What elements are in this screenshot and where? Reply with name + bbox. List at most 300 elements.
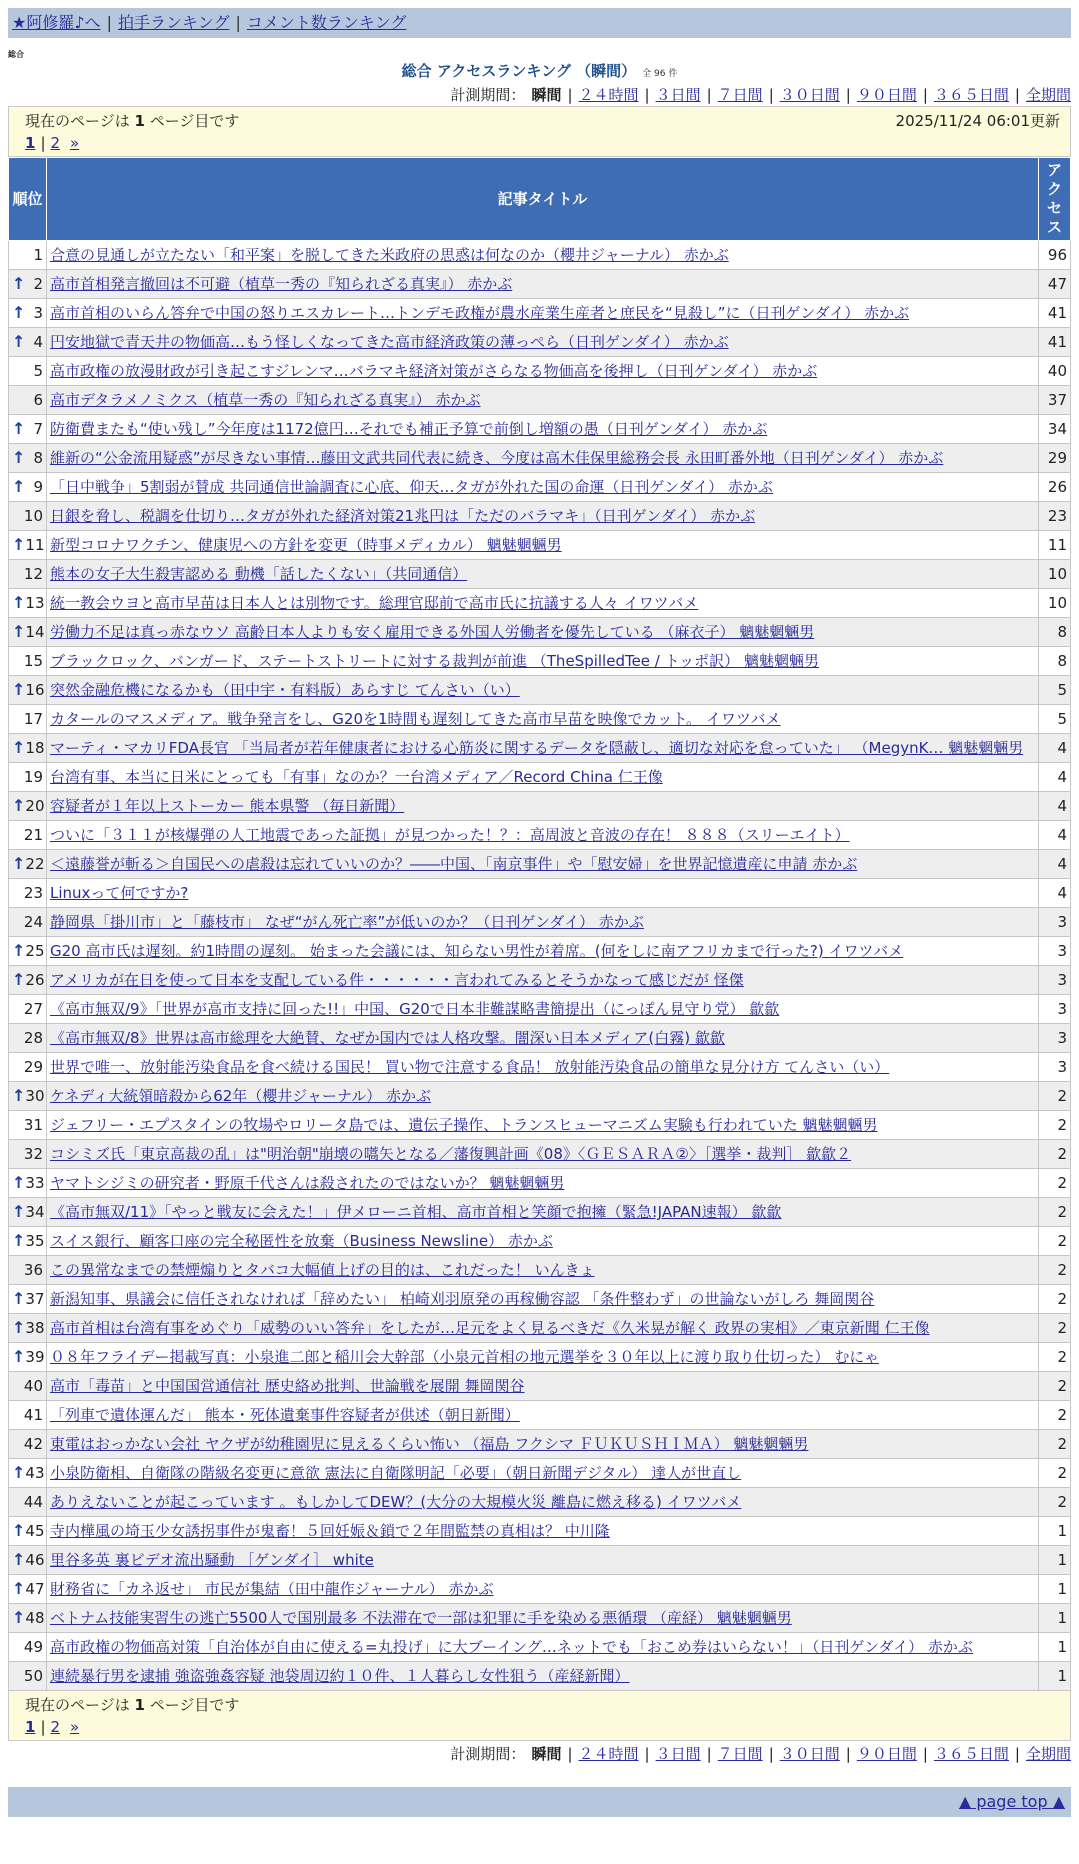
article-link[interactable]: ありえないことが起こっています 。もしかしてDEW？(大分の大規模火災 離島に燃え移る) イワツバメ	[50, 1493, 742, 1511]
access-count: 23	[1039, 502, 1071, 531]
period-separator: |	[567, 86, 573, 104]
access-count: 5	[1039, 705, 1071, 734]
title-cell	[47, 1111, 1039, 1140]
rank-number: 2	[33, 275, 43, 293]
col-rank-header: 順位	[9, 158, 47, 241]
period-link[interactable]: ７日間	[717, 86, 763, 104]
page-link-current[interactable]: 1	[25, 1718, 36, 1736]
table-row	[9, 473, 1071, 502]
title-cell	[47, 1488, 1039, 1517]
rank-number: 14	[25, 623, 45, 641]
rank-number: 34	[25, 1203, 45, 1221]
access-count: 4	[1039, 821, 1071, 850]
table-row	[9, 1517, 1071, 1546]
article-link[interactable]: 高市首相発言撤回は不可避（植草一秀の『知られざる真実』） 赤かぶ	[50, 275, 513, 293]
title-cell	[47, 1575, 1039, 1604]
rank-number: 30	[25, 1087, 45, 1105]
period-link[interactable]: ３０日間	[779, 86, 840, 104]
article-link[interactable]: この異常なまでの禁煙煽りとタバコ大幅値上げの目的は、これだった！ いんきょ	[50, 1261, 595, 1279]
rank-number: 28	[23, 1029, 43, 1047]
rank-number: 9	[33, 478, 43, 496]
rank-cell	[9, 1372, 47, 1401]
rank-up-arrow-icon: ↑	[12, 1086, 26, 1105]
rank-up-arrow-icon: ↑	[12, 419, 26, 438]
access-count: 3	[1039, 908, 1071, 937]
rank-number: 47	[25, 1580, 45, 1598]
nav-separator: |	[106, 13, 112, 32]
period-link[interactable]: 全期間	[1025, 1745, 1071, 1763]
title-cell	[47, 763, 1039, 792]
access-count: 2	[1039, 1343, 1071, 1372]
col-title-header: 記事タイトル	[47, 158, 1039, 241]
article-link[interactable]: 《高市無双/11》「やっと戦友に会えた！」伊メローニ首相、高市首相と笑顔で抱擁（緊急!JAPAN速報） 歙歙	[50, 1203, 782, 1221]
page-status-pre: 現在のページは	[25, 1696, 130, 1714]
table-row	[9, 299, 1071, 328]
col-access-header: アクセス	[1039, 158, 1071, 241]
article-link[interactable]: 財務省に「カネ返せ」 市民が集結（田中龍作ジャーナル） 赤かぶ	[50, 1580, 494, 1598]
title-cell	[47, 473, 1039, 502]
table-row	[9, 1256, 1071, 1285]
article-link[interactable]: 円安地獄で青天井の物価高…もう怪しくなってきた高市経済政策の薄っぺら（日刊ゲンダイ） 赤かぶ	[50, 333, 729, 351]
access-count: 4	[1039, 850, 1071, 879]
title-cell	[47, 1227, 1039, 1256]
rank-up-arrow-icon: ↑	[12, 941, 26, 960]
rank-number: 48	[25, 1609, 45, 1627]
rank-number: 46	[25, 1551, 45, 1569]
access-count: 2	[1039, 1430, 1071, 1459]
article-link[interactable]: 連続暴行男を逮捕 強盗強姦容疑 池袋周辺約１０件、１人暮らし女性狙う（産経新聞）	[50, 1667, 630, 1685]
access-count: 2	[1039, 1227, 1071, 1256]
rank-number: 25	[25, 942, 45, 960]
article-link[interactable]: 高市政権の放漫財政が引き起こすジレンマ…バラマキ経済対策がさらなる物価高を後押し（日刊ゲンダイ） 赤かぶ	[50, 362, 818, 380]
rank-number: 4	[33, 333, 43, 351]
rank-cell	[9, 850, 47, 879]
rank-number: 11	[25, 536, 45, 554]
period-link[interactable]: ３日間	[655, 1745, 701, 1763]
access-count: 1	[1039, 1662, 1071, 1691]
access-count: 41	[1039, 299, 1071, 328]
table-row	[9, 1024, 1071, 1053]
footer-bar	[8, 1787, 1071, 1817]
article-link[interactable]: Linuxって何ですか?	[50, 884, 189, 902]
table-header-row	[9, 158, 1071, 241]
access-count: 3	[1039, 1024, 1071, 1053]
page-status-post: ページ目です	[149, 1696, 240, 1714]
access-count: 2	[1039, 1372, 1071, 1401]
rank-cell	[9, 1343, 47, 1372]
updated-time: 2025/11/24 06:01更新	[895, 112, 1060, 130]
article-link[interactable]: 労働力不足は真っ赤なウソ 高齢日本人よりも安く雇用できる外国人労働者を優先している （麻衣子） 魑魅魍魎男	[50, 623, 815, 641]
page-link[interactable]: »	[70, 134, 80, 152]
article-link[interactable]: コシミズ氏「東京高裁の乱」は"明治朝"崩壊の嚆矢となる／藩復興計画《08》〈ＧＥＳＡＲＡ②〉［選挙・裁判］ 歙歙２	[50, 1145, 852, 1163]
access-count: 1	[1039, 1604, 1071, 1633]
article-link[interactable]: 静岡県「掛川市」と「藤枝市」 なぜ“がん死亡率”が低いのか？（日刊ゲンダイ） 赤かぶ	[50, 913, 644, 931]
page-status-num: 1	[134, 1696, 145, 1714]
title-cell	[47, 676, 1039, 705]
rank-cell	[9, 473, 47, 502]
title-cell	[47, 1314, 1039, 1343]
article-link[interactable]: 小泉防衛相、自衛隊の階級名変更に意欲 憲法に自衛隊明記「必要」（朝日新聞デジタル） 達人が世直し	[50, 1464, 742, 1482]
rank-cell	[9, 502, 47, 531]
period-current: 瞬間	[531, 86, 562, 104]
title-cell	[47, 386, 1039, 415]
article-link[interactable]: 高市デタラメノミクス（植草一秀の『知られざる真実』） 赤かぶ	[50, 391, 481, 409]
access-count: 3	[1039, 937, 1071, 966]
home-link[interactable]: ★阿修羅♪へ	[12, 13, 101, 32]
access-count: 34	[1039, 415, 1071, 444]
rank-number: 24	[23, 913, 43, 931]
period-separator: |	[845, 1745, 851, 1763]
article-link[interactable]: 高市政権の物価高対策「自治体が自由に使える=丸投げ」に大ブーイング…ネットでも「おこめ券はいらない！」（日刊ゲンダイ） 赤かぶ	[50, 1638, 973, 1656]
access-count: 4	[1039, 879, 1071, 908]
rank-cell	[9, 1430, 47, 1459]
rank-up-arrow-icon: ↑	[12, 1289, 26, 1308]
rank-cell	[9, 1111, 47, 1140]
table-row	[9, 966, 1071, 995]
rank-cell	[9, 1546, 47, 1575]
access-count: 4	[1039, 763, 1071, 792]
title-cell	[47, 444, 1039, 473]
rank-number: 15	[23, 652, 43, 670]
title-cell	[47, 1024, 1039, 1053]
title-cell	[47, 1546, 1039, 1575]
rank-number: 40	[23, 1377, 43, 1395]
access-count: 47	[1039, 270, 1071, 299]
access-count: 3	[1039, 1053, 1071, 1082]
rank-up-arrow-icon: ↑	[12, 274, 26, 293]
title-cell	[47, 1053, 1039, 1082]
access-count: 2	[1039, 1140, 1071, 1169]
table-row	[9, 1459, 1071, 1488]
article-link[interactable]: ベトナム技能実習生の逃亡5500人で国別最多 不法滞在で一部は犯罪に手を染める悪循環 （産経） 魑魅魍魎男	[50, 1609, 792, 1627]
period-link[interactable]: ２４時間	[578, 1745, 639, 1763]
rank-cell	[9, 1198, 47, 1227]
rank-cell	[9, 357, 47, 386]
rank-number: 6	[33, 391, 43, 409]
title-cell	[47, 618, 1039, 647]
period-link[interactable]: ３６５日間	[933, 1745, 1009, 1763]
access-count: 1	[1039, 1575, 1071, 1604]
clap-ranking-link[interactable]: 拍手ランキング	[117, 13, 230, 32]
table-row	[9, 357, 1071, 386]
rank-cell	[9, 1053, 47, 1082]
article-link[interactable]: 突然金融危機になるかも（田中宇・有料版）あらすじ てんさい（い）	[50, 681, 520, 699]
pagination	[25, 1716, 1060, 1738]
rank-number: 13	[25, 594, 45, 612]
rank-number: 22	[25, 855, 45, 873]
rank-up-arrow-icon: ↑	[12, 680, 26, 699]
rank-number: 7	[33, 420, 43, 438]
title-cell	[47, 328, 1039, 357]
table-row	[9, 1401, 1071, 1430]
article-link[interactable]: 合意の見通しが立たない「和平案」を脱してきた米政府の思惑は何なのか（櫻井ジャーナル） 赤かぶ	[50, 246, 729, 264]
title-cell	[47, 908, 1039, 937]
top-nav-bar	[8, 8, 1071, 38]
table-row	[9, 734, 1071, 763]
title-cell	[47, 995, 1039, 1024]
period-separator: |	[1014, 1745, 1020, 1763]
title-cell	[47, 937, 1039, 966]
rank-up-arrow-icon: ↑	[12, 1550, 26, 1569]
article-link[interactable]: 里谷多英 裏ビデオ流出騒動 ［ゲンダイ］ white	[50, 1551, 374, 1569]
table-row	[9, 270, 1071, 299]
rank-cell	[9, 589, 47, 618]
period-separator: |	[768, 1745, 774, 1763]
title-cell	[47, 1140, 1039, 1169]
article-link[interactable]: ジェフリー・エプスタインの牧場やロリータ島では、遺伝子操作、トランスヒューマニズム実験も行われていた 魑魅魍魎男	[50, 1116, 878, 1134]
rank-up-arrow-icon: ↑	[12, 1202, 26, 1221]
table-row	[9, 1633, 1071, 1662]
rank-cell	[9, 966, 47, 995]
title-cell	[47, 647, 1039, 676]
article-link[interactable]: 《高市無双/8》世界は高市総理を大絶賛、なぜか国内では人格攻撃。闇深い日本メディア(白霧) 歙歙	[50, 1029, 725, 1047]
rank-up-arrow-icon: ↑	[12, 1318, 26, 1337]
access-count: 2	[1039, 1285, 1071, 1314]
period-link[interactable]: ３６５日間	[933, 86, 1009, 104]
access-count: 4	[1039, 792, 1071, 821]
rank-number: 12	[23, 565, 43, 583]
access-count: 1	[1039, 1546, 1071, 1575]
page-link-current[interactable]: 1	[25, 134, 36, 152]
rank-up-arrow-icon: ↑	[12, 1173, 26, 1192]
table-row	[9, 1111, 1071, 1140]
rank-cell	[9, 531, 47, 560]
table-row	[9, 618, 1071, 647]
article-link[interactable]: 《高市無双/9》「世界が高市支持に回った!!」中国、G20で日本非難謀略書簡提出（にっぽん見守り党） 歙歙	[50, 1000, 780, 1018]
article-link[interactable]: 高市「毒苗」と中国国営通信社 歴史絡め批判、世論戦を展開 舞岡関谷	[50, 1377, 525, 1395]
access-count: 37	[1039, 386, 1071, 415]
article-link[interactable]: 維新の“公金流用疑惑”が尽きない事情…藤田文武共同代表に続き、今度は高木佳保里総務会長 永田町番外地（日刊ゲンダイ） 赤かぶ	[50, 449, 944, 467]
access-count: 2	[1039, 1314, 1071, 1343]
rank-number: 17	[23, 710, 43, 728]
rank-up-arrow-icon: ↑	[12, 854, 26, 873]
access-count: 8	[1039, 618, 1071, 647]
page-top-link[interactable]: ▲ page top ▲	[958, 1792, 1065, 1811]
title-cell	[47, 357, 1039, 386]
article-link[interactable]: ついに「３１１が核爆弾の人工地震であった証拠」が見つかった！？：高周波と音波の存在！ ８８８（スリーエイト）	[50, 826, 850, 844]
rank-number: 21	[23, 826, 43, 844]
rank-number: 33	[25, 1174, 45, 1192]
period-separator: |	[644, 86, 650, 104]
rank-number: 27	[23, 1000, 43, 1018]
title-cell	[47, 1662, 1039, 1691]
rank-up-arrow-icon: ↑	[12, 796, 26, 815]
title-cell	[47, 850, 1039, 879]
title-cell	[47, 1517, 1039, 1546]
article-link[interactable]: マーティ・マカリFDA長官 「当局者が若年健康者における心筋炎に関するデータを隠蔽し、適切な対応を怠っていた」 （MegynK… 魑魅魍魎男	[50, 739, 1024, 757]
article-link[interactable]: 寺内樺風の埼玉少女誘拐事件が鬼畜！５回妊娠＆鎖で２年間監禁の真相は？ 中川隆	[50, 1522, 610, 1540]
title-cell	[47, 1343, 1039, 1372]
article-link[interactable]: G20 高市氏は遅刻。約1時間の遅刻。 始まった会議には、知らない男性が着席。(何をしに南アフリカまで行った?) イワツバメ	[50, 942, 904, 960]
rank-cell	[9, 1314, 47, 1343]
rank-number: 45	[25, 1522, 45, 1540]
table-row	[9, 1604, 1071, 1633]
rank-cell	[9, 1662, 47, 1691]
access-count: 3	[1039, 995, 1071, 1024]
table-row	[9, 386, 1071, 415]
title-cell	[47, 241, 1039, 270]
rank-cell	[9, 676, 47, 705]
rank-cell	[9, 241, 47, 270]
table-row	[9, 531, 1071, 560]
access-count: 40	[1039, 357, 1071, 386]
rank-up-arrow-icon: ↑	[12, 1463, 26, 1482]
rank-cell	[9, 386, 47, 415]
article-link[interactable]: 「日中戦争」5割弱が賛成 共同通信世論調査に心底、仰天…タガが外れた国の命運（日刊ゲンダイ） 赤かぶ	[50, 478, 773, 496]
period-selector-bottom	[8, 1743, 1071, 1765]
access-count: 4	[1039, 734, 1071, 763]
access-count: 2	[1039, 1082, 1071, 1111]
rank-cell	[9, 1285, 47, 1314]
article-link[interactable]: 容疑者が１年以上ストーカー 熊本県警 （毎日新聞）	[50, 797, 405, 815]
rank-cell	[9, 328, 47, 357]
period-link[interactable]: ９０日間	[856, 86, 917, 104]
title-cell	[47, 821, 1039, 850]
rank-cell	[9, 763, 47, 792]
table-row	[9, 850, 1071, 879]
article-link[interactable]: 新型コロナワクチン、健康児への方針を変更（時事メディカル） 魑魅魍魎男	[50, 536, 562, 554]
title-cell	[47, 1285, 1039, 1314]
rank-up-arrow-icon: ↑	[12, 622, 26, 641]
title-cell	[47, 1169, 1039, 1198]
rank-number: 23	[23, 884, 43, 902]
table-row	[9, 1575, 1071, 1604]
article-link[interactable]: 日銀を脅し、税調を仕切り…タガが外れた経済対策21兆円は「ただのバラマキ」（日刊ゲンダイ） 赤かぶ	[50, 507, 756, 525]
rank-up-arrow-icon: ↑	[12, 1231, 26, 1250]
rank-cell	[9, 618, 47, 647]
title-cell	[47, 792, 1039, 821]
title-cell	[47, 1198, 1039, 1227]
article-link[interactable]: 新潟知事、県議会に信任されなければ「辞めたい」 柏崎刈羽原発の再稼働容認 「条件整わず」の世論ないがしろ 舞岡関谷	[50, 1290, 875, 1308]
rank-up-arrow-icon: ↑	[12, 303, 26, 322]
access-count: 1	[1039, 1517, 1071, 1546]
table-row	[9, 560, 1071, 589]
period-link[interactable]: ７日間	[717, 1745, 763, 1763]
rank-number: 42	[23, 1435, 43, 1453]
rank-up-arrow-icon: ↑	[12, 477, 26, 496]
article-link[interactable]: ＜遠藤誉が斬る＞自国民への虐殺は忘れていいのか？――中国、「南京事件」や「慰安婦」を世界記憶遺産に申請 赤かぶ	[50, 855, 858, 873]
rank-up-arrow-icon: ↑	[12, 1608, 26, 1627]
title-cell	[47, 1372, 1039, 1401]
article-link[interactable]: スイス銀行、顧客口座の完全秘匿性を放棄（Business Newsline） 赤かぶ	[50, 1232, 553, 1250]
rank-number: 49	[23, 1638, 43, 1656]
rank-cell	[9, 1140, 47, 1169]
page-link[interactable]: 2	[50, 1718, 61, 1736]
title-cell	[47, 1082, 1039, 1111]
period-selector-top	[8, 84, 1071, 106]
article-link[interactable]: 台湾有事、本当に日米にとっても「有事」なのか？一台湾メディア／Record China 仁王像	[50, 768, 663, 786]
rank-cell	[9, 299, 47, 328]
period-link[interactable]: ２４時間	[578, 86, 639, 104]
article-link[interactable]: ケネディ大統領暗殺から62年（櫻井ジャーナル） 赤かぶ	[50, 1087, 432, 1105]
rank-cell	[9, 1082, 47, 1111]
rank-number: 50	[23, 1667, 43, 1685]
ranking-title: 総合 アクセスランキング （瞬間）	[401, 62, 637, 80]
table-row	[9, 1372, 1071, 1401]
article-link[interactable]: 「列車で遺体運んだ」 熊本・死体遺棄事件容疑者が供述（朝日新聞）	[50, 1406, 520, 1424]
article-link[interactable]: ０８年フライデー掲載写真：小泉進二郎と稲川会大幹部（小泉元首相の地元選挙を３０年以上に渡り取り仕切った） むにゃ	[50, 1348, 880, 1366]
period-link[interactable]: ９０日間	[856, 1745, 917, 1763]
rank-cell	[9, 734, 47, 763]
period-separator: |	[922, 1745, 928, 1763]
rank-cell	[9, 1227, 47, 1256]
table-row	[9, 879, 1071, 908]
title-cell	[47, 1604, 1039, 1633]
page-link[interactable]: 2	[50, 134, 61, 152]
article-link[interactable]: ブラックロック、バンガード、ステートストリートに対する裁判が前進 （TheSpilledTee / トッポ訳） 魑魅魍魎男	[50, 652, 819, 670]
article-link[interactable]: 東電はおっかない会社 ヤクザが幼稚園児に見えるくらい怖い （福島 フクシマ ＦＵＫＵＳＨＩＭＡ） 魑魅魍魎男	[50, 1435, 809, 1453]
table-row	[9, 1169, 1071, 1198]
rank-cell	[9, 1488, 47, 1517]
pager-top	[8, 106, 1071, 157]
rank-number: 10	[23, 507, 43, 525]
article-link[interactable]: 統一教会ウヨと高市早苗は日本人とは別物です。総理官邸前で高市氏に抗議する人々 イワツバメ	[50, 594, 699, 612]
article-link[interactable]: アメリカが在日を使って日本を支配している件・・・・・・言われてみるとそうかなって感じだが 怪傑	[50, 971, 744, 989]
period-label: 計測期間：	[450, 1745, 526, 1763]
table-row	[9, 328, 1071, 357]
rank-cell	[9, 1169, 47, 1198]
period-link[interactable]: ３日間	[655, 86, 701, 104]
article-link[interactable]: ヤマトシジミの研究者・野原千代さんは殺されたのではないか？ 魑魅魍魎男	[50, 1174, 565, 1192]
table-row	[9, 589, 1071, 618]
access-count: 10	[1039, 560, 1071, 589]
access-count: 2	[1039, 1198, 1071, 1227]
rank-cell	[9, 879, 47, 908]
access-count: 10	[1039, 589, 1071, 618]
period-separator: |	[706, 1745, 712, 1763]
rank-up-arrow-icon: ↑	[12, 970, 26, 989]
rank-number: 1	[33, 246, 43, 264]
pager-separator: |	[40, 134, 46, 152]
rank-up-arrow-icon: ↑	[12, 593, 26, 612]
title-cell	[47, 502, 1039, 531]
article-link[interactable]: 世界で唯一、放射能汚染食品を食べ続ける国民！ 買い物で注意する食品！ 放射能汚染食品の簡単な見分け方 てんさい（い）	[50, 1058, 890, 1076]
table-row	[9, 821, 1071, 850]
article-link[interactable]: 防衛費またも“使い残し”今年度は1172億円…それでも補正予算で前倒し増額の愚（日刊ゲンダイ） 赤かぶ	[50, 420, 768, 438]
rank-number: 37	[25, 1290, 45, 1308]
rank-cell	[9, 1604, 47, 1633]
title-cell	[47, 1430, 1039, 1459]
article-link[interactable]: カタールのマスメディア。戦争発言をし、G20を1時間も遅刻してきた高市早苗を映像でカット。 イワツバメ	[50, 710, 781, 728]
period-link[interactable]: ３０日間	[779, 1745, 840, 1763]
rank-up-arrow-icon: ↑	[12, 535, 26, 554]
rank-number: 5	[33, 362, 43, 380]
title-cell	[47, 705, 1039, 734]
period-link[interactable]: 全期間	[1025, 86, 1071, 104]
title-cell	[47, 879, 1039, 908]
article-link[interactable]: 高市首相は台湾有事をめぐり「威勢のいい答弁」をしたが…足元をよく見るべきだ《久米晃が解く 政界の実相》／東京新聞 仁王像	[50, 1319, 930, 1337]
comment-ranking-link[interactable]: コメント数ランキング	[246, 13, 407, 32]
access-count: 96	[1039, 241, 1071, 270]
access-count: 1	[1039, 1633, 1071, 1662]
table-row	[9, 995, 1071, 1024]
rank-number: 8	[33, 449, 43, 467]
article-link[interactable]: 高市首相のいらん答弁で中国の怒りエスカレート…トンデモ政権が農水産業生産者と庶民を“見殺し”に（日刊ゲンダイ） 赤かぶ	[50, 304, 910, 322]
title-cell	[47, 1256, 1039, 1285]
rank-up-arrow-icon: ↑	[12, 1521, 26, 1540]
title-cell	[47, 560, 1039, 589]
article-link[interactable]: 熊本の女子大生殺害認める 動機「話したくない」（共同通信）	[50, 565, 468, 583]
period-separator: |	[706, 86, 712, 104]
access-count: 11	[1039, 531, 1071, 560]
table-row	[9, 1343, 1071, 1372]
page-link[interactable]: »	[70, 1718, 80, 1736]
rank-number: 44	[23, 1493, 43, 1511]
rank-number: 20	[25, 797, 45, 815]
rank-number: 38	[25, 1319, 45, 1337]
table-row	[9, 1227, 1071, 1256]
rank-cell	[9, 792, 47, 821]
